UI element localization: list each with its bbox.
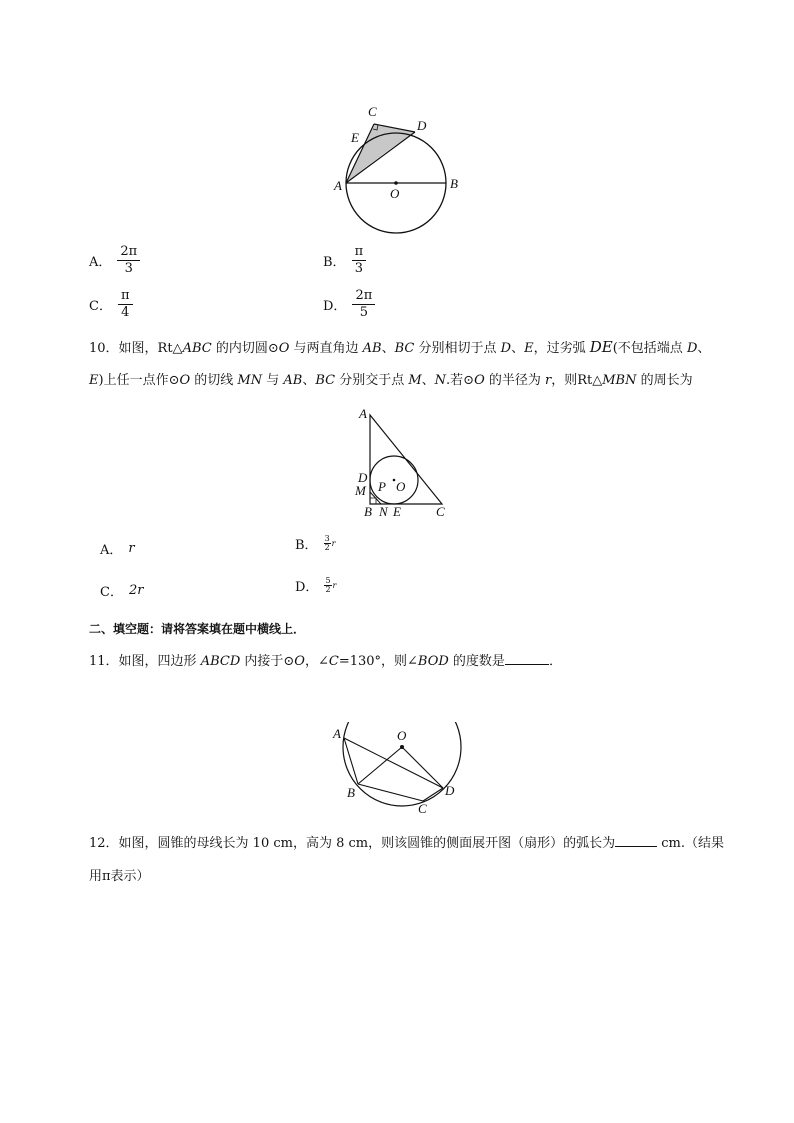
label-a: A	[333, 726, 341, 741]
q11-text: 11．如图，四边形 ABCD 内接于⊙O，∠C=130°，则∠BOD 的度数是 ．	[89, 654, 562, 669]
label-d: D	[417, 118, 427, 133]
label-b: B	[364, 504, 372, 519]
label-e: E	[393, 504, 401, 519]
answer-blank[interactable]	[505, 652, 549, 665]
q10-option-a: A． r	[100, 541, 135, 558]
q12-line-2: 用π表示）	[89, 869, 150, 884]
q12-line-1: 12．如图，圆锥的母线长为 10 cm，高为 8 cm，则该圆锥的侧面展开图（扇形）的弧长为 cm.（结果	[89, 836, 724, 851]
fraction: $\frac{2\pi}{3}$	[117, 245, 140, 275]
q9-option-b: B． $\frac{\pi}{3}$	[323, 245, 366, 275]
label-a: A	[359, 406, 367, 421]
label-e: E	[351, 130, 359, 145]
q9-option-d: D． $\frac{2\pi}{5}$	[323, 289, 375, 319]
segment-cd	[423, 788, 443, 801]
fraction: $\frac{2\pi}{5}$	[352, 289, 375, 319]
figure-q9-circle	[330, 98, 470, 238]
label-o: O	[390, 186, 400, 201]
figure-q10-triangle	[350, 405, 455, 520]
label-o: O	[397, 728, 407, 743]
label-c: C	[368, 104, 377, 119]
fraction: $\frac{\pi}{4}$	[118, 289, 133, 319]
segment-bc	[358, 784, 423, 801]
label-c: C	[418, 801, 427, 816]
q10-option-c: C． 2r	[100, 583, 144, 600]
label-o: O	[396, 479, 406, 494]
q10-line-1: 10．如图，Rt△ABC 的内切圆⊙O 与两直角边 AB、BC 分别相切于点 D、E，过劣弧 DE(不包括端点 D、	[89, 338, 711, 356]
label-a: A	[334, 178, 342, 193]
segment-ad	[344, 738, 443, 788]
fraction: $\frac{5}{2}$	[325, 575, 331, 594]
center-dot	[394, 181, 398, 185]
q10-option-d: D． $\frac{5}{2}$ r	[295, 575, 337, 595]
label-n: N	[379, 504, 388, 519]
label-p: P	[378, 479, 386, 494]
segment-od	[402, 747, 443, 788]
label-b: B	[347, 785, 355, 800]
answer-blank[interactable]	[615, 834, 657, 847]
q10-option-b: B． $\frac{3}{2}$ r	[295, 533, 336, 553]
segment-ob	[358, 747, 402, 784]
label-d: D	[358, 470, 368, 485]
label-b: B	[450, 176, 458, 191]
figure-q11-circle	[330, 722, 465, 817]
center-dot	[393, 479, 396, 482]
fraction: $\frac{\pi}{3}$	[352, 245, 367, 275]
label-c: C	[436, 504, 445, 519]
q10-line-2: E)上任一点作⊙O 的切线 MN 与 AB、BC 分别交于点 M、N.若⊙O 的半径为 r，则Rt△MBN 的周长为	[89, 373, 693, 388]
label-d: D	[445, 783, 455, 798]
label-m: M	[355, 483, 366, 498]
section-title-fill-in: 二、填空题：请将答案填在题中横线上．	[89, 622, 306, 636]
center-dot	[400, 745, 404, 749]
fraction: $\frac{3}{2}$	[324, 533, 330, 552]
q9-option-a: A． $\frac{2\pi}{3}$	[89, 245, 140, 275]
arc-de: DE	[589, 338, 613, 356]
q9-option-c: C． $\frac{\pi}{4}$	[89, 289, 133, 319]
